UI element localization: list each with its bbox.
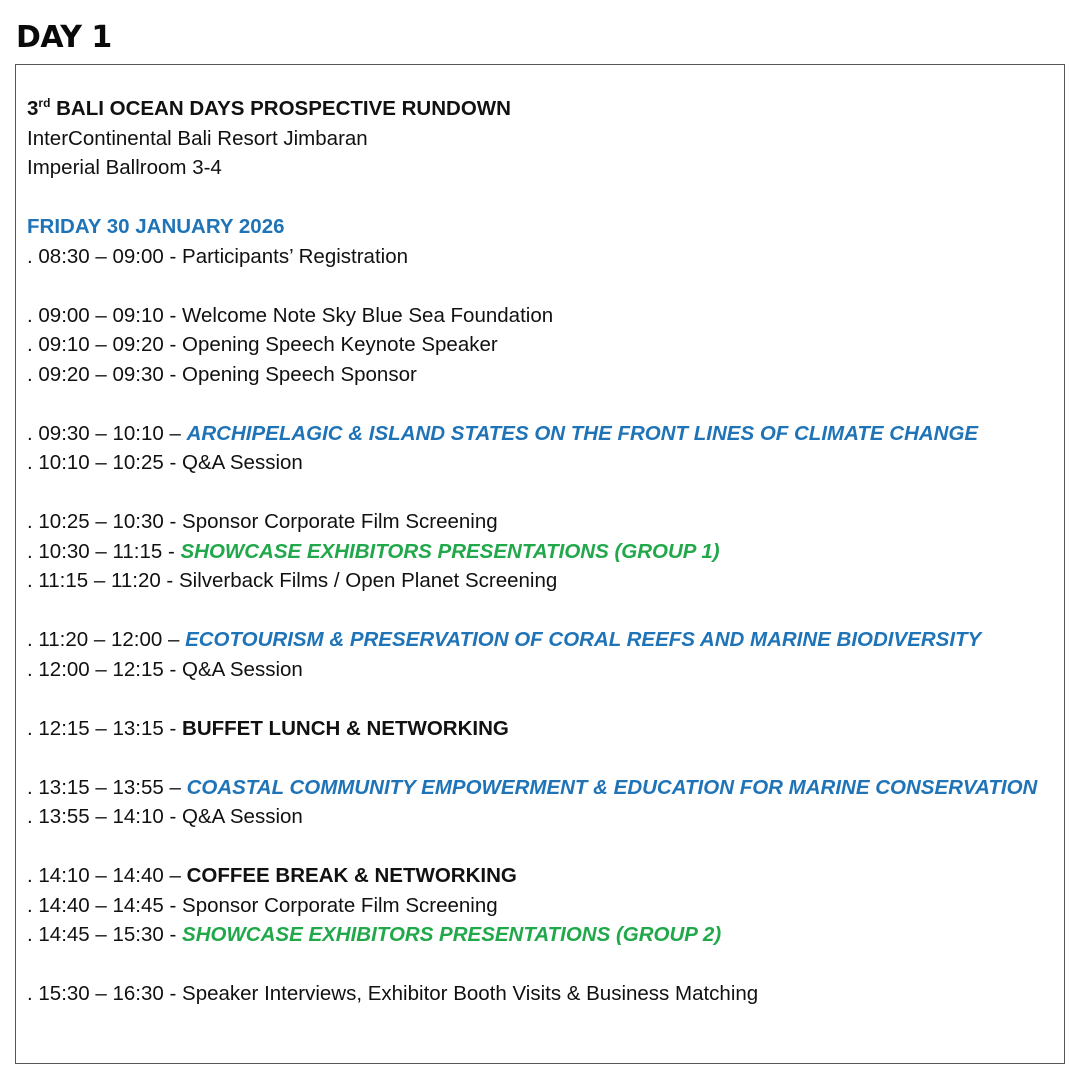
schedule-time: . 14:45 – 15:30 -: [27, 923, 183, 946]
schedule-item: [27, 920, 1057, 950]
schedule-item: [27, 861, 1057, 891]
event-title-sup: rd: [38, 96, 51, 111]
schedule-item: [27, 507, 1057, 537]
schedule-title: Q&A Session: [182, 451, 303, 474]
schedule-time: . 10:30 – 11:15 -: [27, 539, 181, 563]
schedule-title: Silverback Films / Open Planet Screening: [178, 569, 558, 592]
schedule-time: . 14:10 – 14:40 –: [27, 864, 187, 887]
schedule-time: . 09:10 – 09:20 -: [27, 333, 183, 356]
schedule-time: . 11:15 – 11:20 -: [27, 569, 179, 592]
schedule-gap: [27, 684, 1057, 714]
schedule-item: [27, 448, 1057, 478]
schedule-item: [27, 802, 1057, 832]
schedule-title: ARCHIPELAGIC & ISLAND STATES ON THE FRONT LINES OF CLIMATE CHANGE: [186, 421, 979, 445]
schedule-item: [27, 891, 1057, 921]
schedule-item: [27, 566, 1057, 596]
schedule-time: . 13:55 – 14:10 -: [27, 805, 183, 828]
event-date: FRIDAY 30 JANUARY 2026: [27, 215, 285, 238]
schedule-item: [27, 714, 1057, 744]
schedule-title: COASTAL COMMUNITY EMPOWERMENT & EDUCATION FOR MARINE CONSERVATION: [186, 775, 1038, 799]
schedule-time: . 12:00 – 12:15 -: [27, 657, 183, 681]
schedule-gap: [27, 478, 1057, 508]
schedule-item: [27, 330, 1057, 360]
schedule-title: COFFEE BREAK & NETWORKING: [186, 864, 517, 887]
schedule-item: [27, 625, 1057, 655]
schedule-title: SHOWCASE EXHIBITORS PRESENTATIONS (GROUP 1): [180, 539, 720, 563]
day-title: DAY 1: [16, 20, 112, 55]
schedule-title: Participants’ Registration: [182, 244, 408, 268]
schedule-gap: [27, 743, 1057, 773]
event-venue: InterContinental Bali Resort Jimbaran: [27, 126, 368, 150]
schedule-title: Welcome Note Sky Blue Sea Foundation: [182, 303, 554, 327]
schedule-gap: [27, 596, 1057, 626]
schedule-time: . 11:20 – 12:00 –: [27, 628, 186, 651]
schedule-item: [27, 773, 1057, 803]
schedule-time: . 12:15 – 13:15 -: [27, 716, 183, 740]
schedule-title: BUFFET LUNCH & NETWORKING: [182, 716, 509, 740]
schedule-time: . 10:10 – 10:25 -: [27, 451, 183, 474]
schedule-gap: [27, 389, 1057, 419]
schedule-item: [27, 537, 1057, 567]
schedule-gap: [27, 832, 1057, 862]
event-title-prefix: 3: [27, 97, 39, 120]
schedule-time: . 14:40 – 14:45 -: [27, 893, 183, 917]
schedule-title: Sponsor Corporate Film Screening: [182, 893, 498, 917]
schedule-time: . 08:30 – 09:00 -: [27, 244, 183, 268]
event-title: [27, 94, 1057, 124]
schedule-time: . 09:00 – 09:10 -: [27, 303, 183, 327]
schedule-gap: [27, 271, 1057, 301]
schedule-title: Speaker Interviews, Exhibitor Booth Visits & Business Matching: [182, 982, 759, 1005]
schedule-title: Opening Speech Keynote Speaker: [182, 333, 498, 356]
rundown-content: [27, 94, 1057, 1009]
schedule-gap: [27, 950, 1057, 980]
schedule-item: [27, 301, 1057, 331]
schedule-time: . 13:15 – 13:55 –: [27, 775, 187, 799]
schedule-time: . 09:20 – 09:30 -: [27, 362, 183, 386]
schedule-item: [27, 360, 1057, 390]
schedule-item: [27, 979, 1057, 1009]
schedule-title: Q&A Session: [182, 805, 303, 828]
schedule-title: Sponsor Corporate Film Screening: [182, 510, 498, 533]
schedule-time: . 15:30 – 16:30 -: [27, 982, 183, 1005]
schedule-title: ECOTOURISM & PRESERVATION OF CORAL REEFS AND MARINE BIODIVERSITY: [185, 628, 982, 651]
event-title-rest: BALI OCEAN DAYS PROSPECTIVE RUNDOWN: [50, 97, 511, 120]
schedule-item: [27, 419, 1057, 449]
schedule-time: . 10:25 – 10:30 -: [27, 510, 183, 533]
schedule-item: [27, 242, 1057, 272]
schedule-title: SHOWCASE EXHIBITORS PRESENTATIONS (GROUP 2): [182, 923, 722, 946]
schedule-item: [27, 655, 1057, 685]
schedule-time: . 09:30 – 10:10 –: [27, 421, 187, 445]
schedule-title: Q&A Session: [182, 657, 303, 681]
schedule-list: [27, 242, 1057, 1009]
schedule-title: Opening Speech Sponsor: [182, 362, 417, 386]
spacer: [27, 183, 1057, 213]
event-room: Imperial Ballroom 3-4: [27, 156, 222, 179]
